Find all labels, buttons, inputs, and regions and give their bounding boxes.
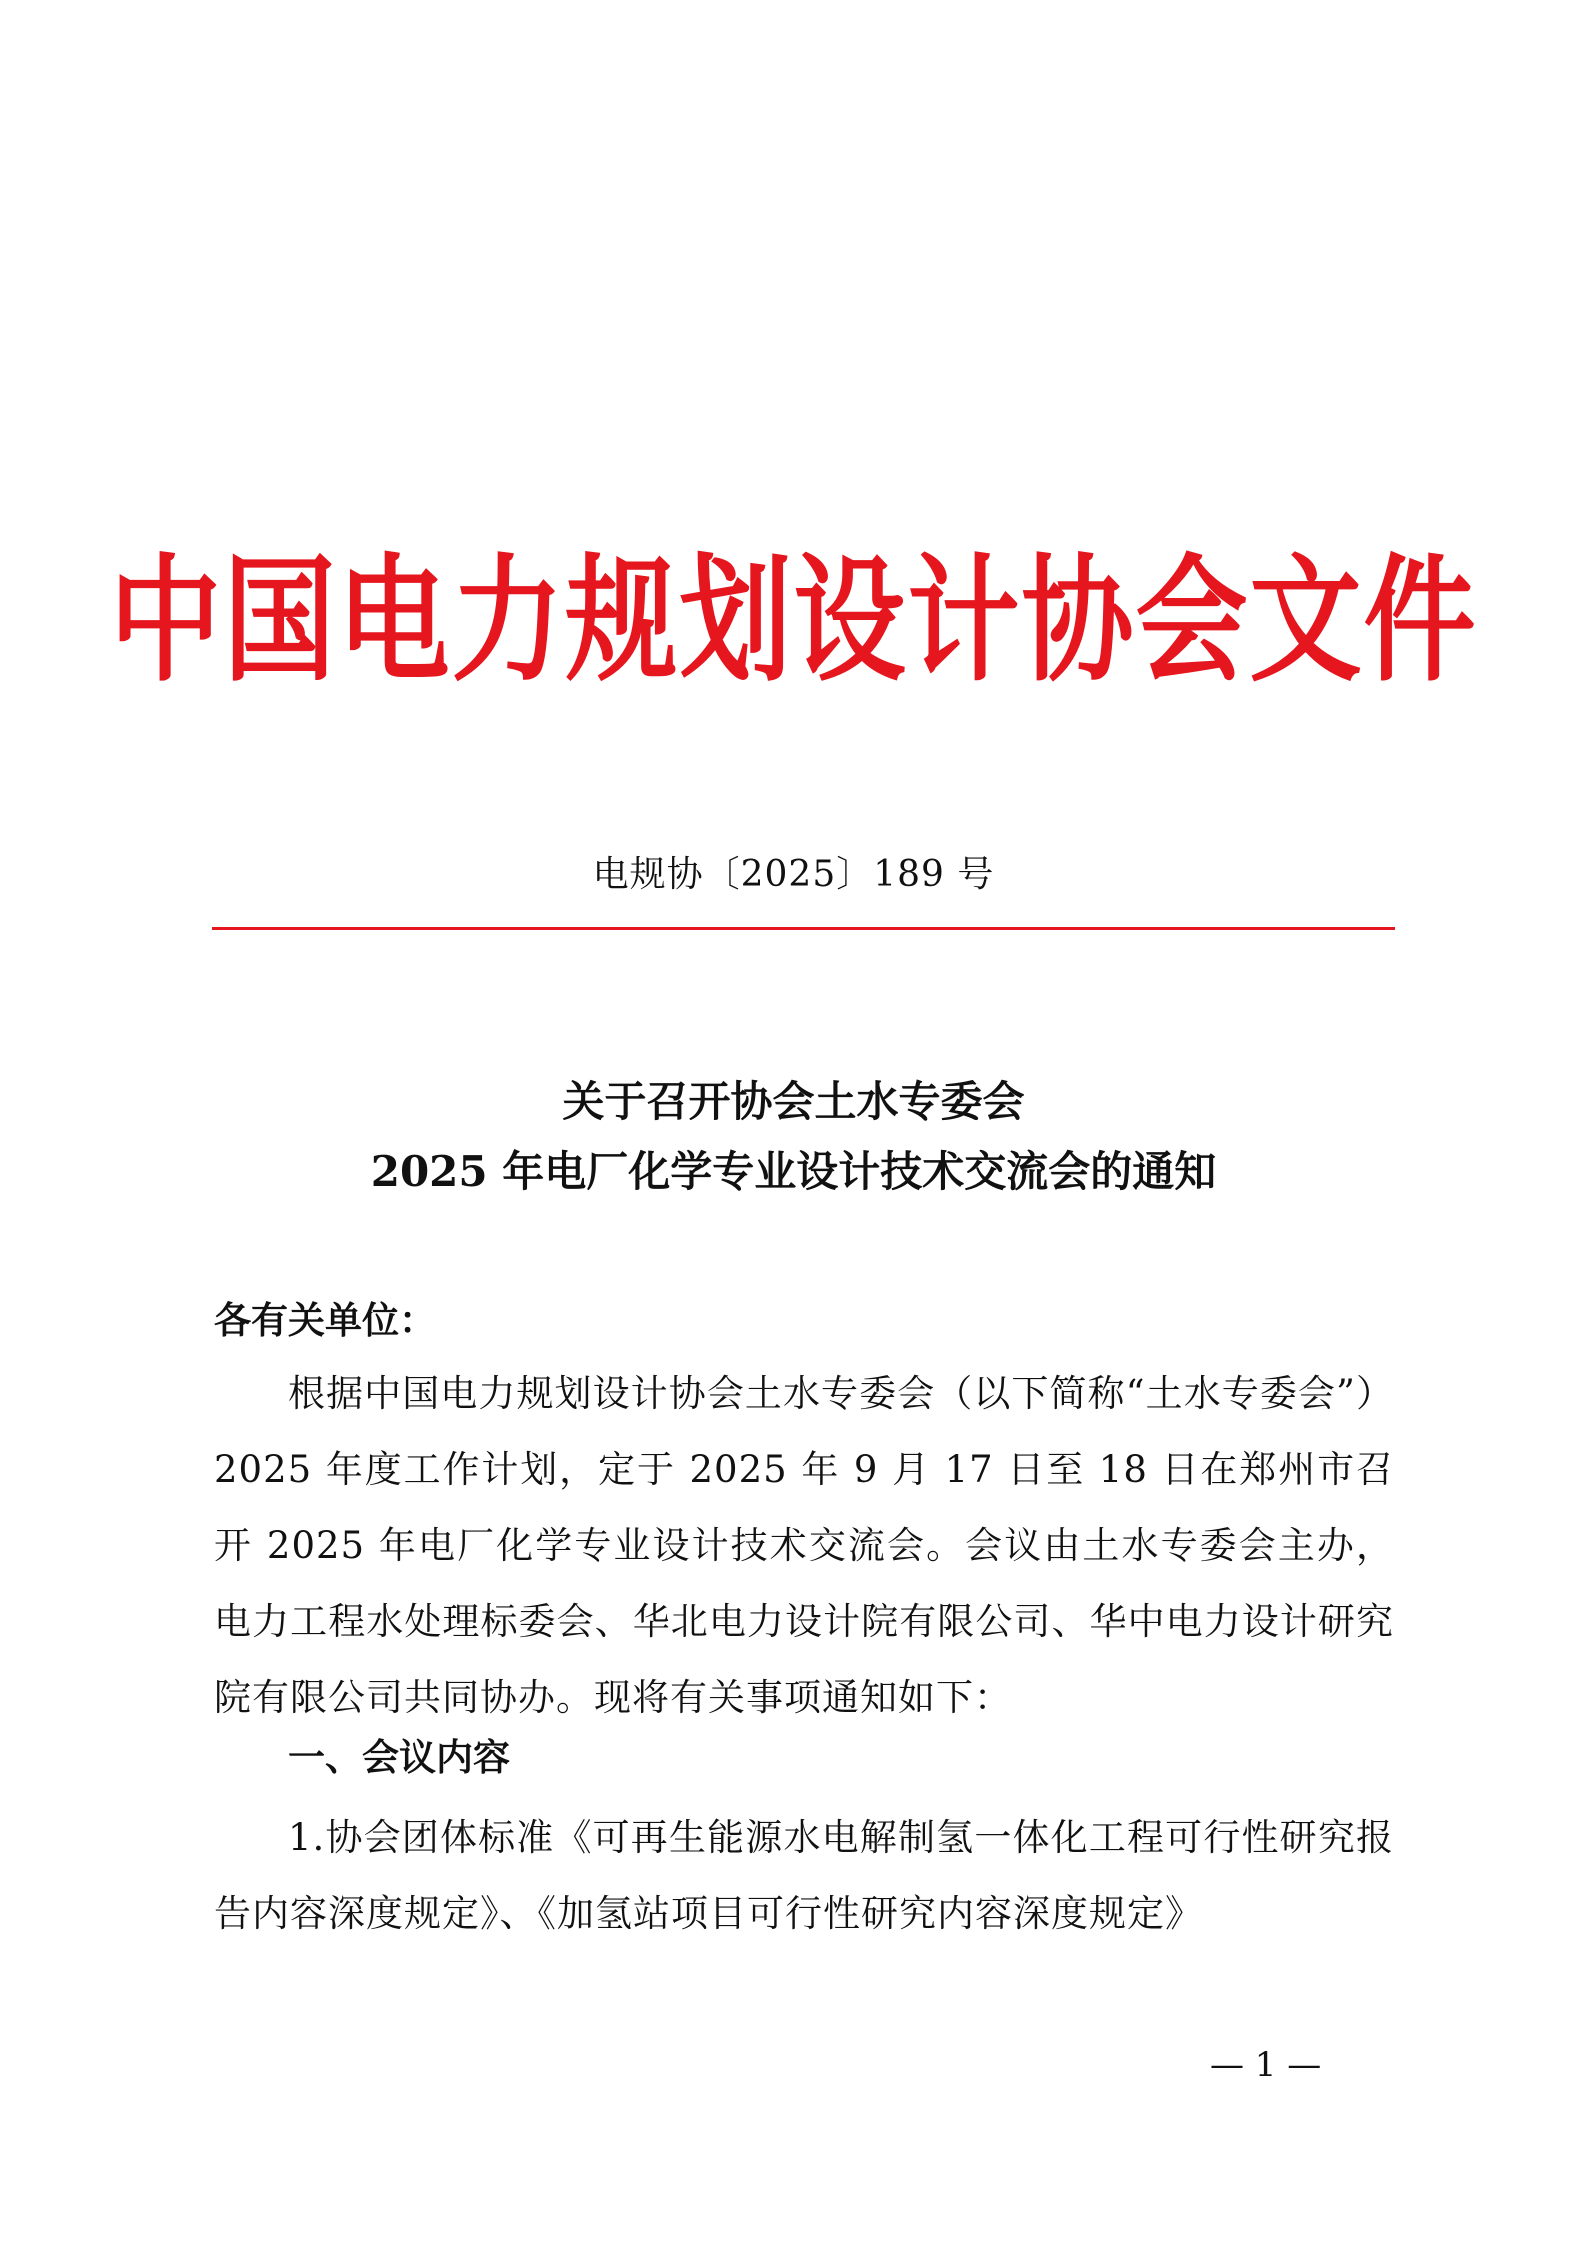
red-divider-line <box>212 927 1395 930</box>
notice-title-line-2: 2025 年电厂化学专业设计技术交流会的通知 <box>370 1147 1217 1196</box>
masthead-title: 中国电力规划设计协会文件 <box>109 542 1478 701</box>
page-number: — 1 — <box>1210 2045 1322 2085</box>
salutation: 各有关单位： <box>214 1298 436 1342</box>
notice-title-line-1: 关于召开协会土水专委会 <box>562 1077 1025 1126</box>
document-number: 电规协〔2025〕189 号 <box>592 854 995 895</box>
list-item-1: 1.协会团体标准《可再生能源水电解制氢一体化工程可行性研究报告内容深度规定》、《加氢站项目可行性研究内容深度规定》 <box>214 1816 1394 1935</box>
body-paragraph: 根据中国电力规划设计协会土水专委会（以下简称“土水专委会”）2025 年度工作计划，定于 2025 年 9 月 17 日至 18 日在郑州市召开 2025 年电厂化学专业设计技术交流会。会议由土水专委会主办，电力工程水处理标委会、华北电力设计院有限公司、华中电力设计研究院有限公司共同协办。现将有关事项通知如下： <box>214 1372 1394 1719</box>
section-heading-meeting-content: 一、会议内容 <box>288 1736 510 1779</box>
